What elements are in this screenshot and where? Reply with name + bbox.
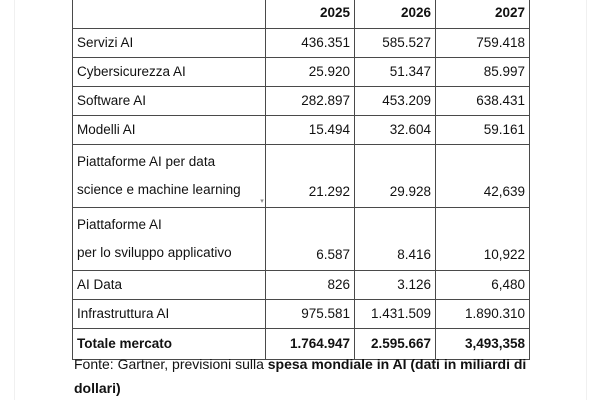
- row-label: [73, 145, 266, 208]
- row-label-line: Servizi AI: [77, 35, 134, 50]
- value-2027: 42,639: [436, 145, 530, 208]
- header-label-cell: [73, 0, 266, 29]
- total-label: Totale mercato: [73, 329, 266, 360]
- source-prefix: Fonte: Gartner, previsioni sulla: [74, 356, 268, 372]
- row-label-line: Infrastruttura AI: [77, 306, 170, 321]
- value-2027: 85.997: [436, 58, 530, 87]
- table-row: [73, 87, 530, 116]
- row-label-line: Software AI: [77, 93, 147, 108]
- row-label: [73, 29, 266, 58]
- value-2025: 282.897: [266, 87, 355, 116]
- ai-market-table: [72, 0, 530, 360]
- value-2025: 436.351: [266, 29, 355, 58]
- left-page-edge: [14, 0, 15, 400]
- value-2026: 51.347: [355, 58, 436, 87]
- row-label: [73, 300, 266, 329]
- value-2026: 585.527: [355, 29, 436, 58]
- value-2026: 3.126: [355, 271, 436, 300]
- value-2027: 6,480: [436, 271, 530, 300]
- source-note: [74, 352, 554, 400]
- row-label-line: Piattaforme AI per data: [77, 154, 216, 169]
- row-label: [73, 208, 266, 271]
- right-page-edge: [586, 0, 587, 400]
- source-bold-text: spesa mondiale in AI (dati in miliardi di dollari): [74, 356, 527, 396]
- row-label-line: AI Data: [77, 277, 123, 292]
- total-2027: 3,493,358: [436, 329, 530, 360]
- row-label-line: science e machine learning: [77, 182, 241, 197]
- value-2025: 25.920: [266, 58, 355, 87]
- value-2026: 8.416: [355, 208, 436, 271]
- value-2025: 15.494: [266, 116, 355, 145]
- header-year-2026: 2026: [355, 0, 436, 29]
- value-2026: 29.928: [355, 145, 436, 208]
- table-row: [73, 29, 530, 58]
- value-2027: 638.431: [436, 87, 530, 116]
- header-year-2025: 2025: [266, 0, 355, 29]
- row-label-line: Piattaforme AI: [77, 217, 162, 232]
- value-2025: 6.587: [266, 208, 355, 271]
- value-2027: 1.890.310: [436, 300, 530, 329]
- table-row: [73, 208, 530, 271]
- value-2027: 759.418: [436, 29, 530, 58]
- table-row: [73, 300, 530, 329]
- row-label: [73, 87, 266, 116]
- value-2027: 59.161: [436, 116, 530, 145]
- table-row: [73, 145, 530, 208]
- table-row: [73, 58, 530, 87]
- total-2026: 2.595.667: [355, 329, 436, 360]
- row-label-line: per lo sviluppo applicativo: [77, 245, 232, 260]
- header-row: [73, 0, 530, 29]
- row-label: [73, 116, 266, 145]
- row-label: [73, 271, 266, 300]
- value-2025: 975.581: [266, 300, 355, 329]
- value-2026: 32.604: [355, 116, 436, 145]
- table-row: [73, 116, 530, 145]
- dropdown-triangle-icon[interactable]: ▾: [260, 198, 264, 205]
- value-2025: 21.292: [266, 145, 355, 208]
- row-label: [73, 58, 266, 87]
- value-2027: 10,922: [436, 208, 530, 271]
- value-2026: 453.209: [355, 87, 436, 116]
- value-2025: 826: [266, 271, 355, 300]
- row-label-line: Modelli AI: [77, 122, 136, 137]
- total-2025: 1.764.947: [266, 329, 355, 360]
- table-row: [73, 271, 530, 300]
- row-label-line: Cybersicurezza AI: [77, 64, 186, 79]
- value-2026: 1.431.509: [355, 300, 436, 329]
- header-year-2027: 2027: [436, 0, 530, 29]
